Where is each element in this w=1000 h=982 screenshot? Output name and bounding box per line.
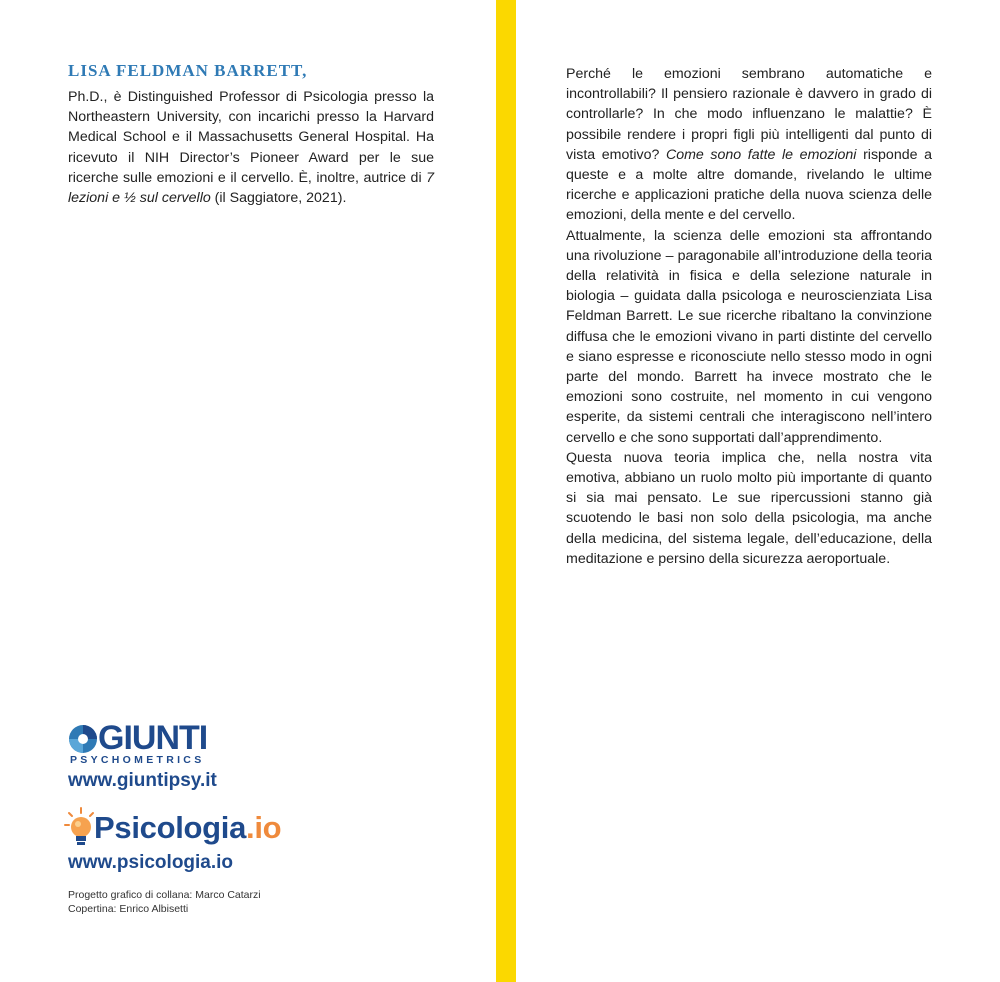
giunti-psychometrics-logo bbox=[68, 720, 228, 768]
bio-text-1: Ph.D., è Distinguished Professor di Psicologia presso la Northeastern University, con incarichi presso la Harvard Medical School e il Massachusetts General Hospital. Ha ricevuto il NIH Director’s Pioneer Award per le sue ricerche sulle emozioni e il cervello. È, inoltre, autrice di bbox=[68, 89, 434, 186]
description-paragraph-3: Questa nuova teoria implica che, nella nostra vita emotiva, abbiano un ruolo molto più importante di quanto si sia mai pensato. Le sue ripercussioni stanno già scuotendo le basi non solo della psicologia, ma anche della medicina, del sistema legale, dell’educazione, della meditazione e persino della sicurezza aeroportuale. bbox=[566, 449, 932, 567]
giunti-wordmark: GIUNTI bbox=[98, 719, 208, 757]
book-description bbox=[566, 64, 932, 569]
desc-p1-text-1: Perché le emozioni sembrano automatiche e incontrollabili? Il pensiero razionale è davvero in grado di controllarle? In che modo influenzano le malattie? È possibile rendere i propri figli più intelligenti dal punto di vista emotivo? bbox=[566, 66, 932, 163]
psicologia-io-ext: .io bbox=[246, 810, 282, 845]
description-paragraph-2: Attualmente, la scienza delle emozioni sta affrontando una rivoluzione – paragonabile all’introduzione della teoria della relatività in fisica e della selezione naturale in biologia – guidata dalla psicologa e neuroscienziata Lisa Feldman Barrett. Le sue ricerche ribaltano la convinzione diffusa che le emozioni vivano in parti distinte del cervello e siano espresse e riconosciute nello stesso modo in ogni parte del mondo. Barrett ha invece mostrato che le emozioni sono costruite, nel momento in cui vengono esperite, da sistemi centrali che interagiscono nell’intero cervello e che sono supportati dall’apprendimento. bbox=[566, 227, 932, 446]
psicologia-url[interactable]: www.psicologia.io bbox=[68, 852, 234, 873]
bio-text-2: (il Saggiatore, 2021). bbox=[210, 190, 347, 207]
bio-book-title: 7 lezioni e ½ sul cervello bbox=[68, 169, 434, 207]
giunti-subtitle: PSYCHOMETRICS bbox=[70, 754, 205, 766]
description-paragraph-1 bbox=[566, 64, 932, 226]
giunti-url[interactable]: www.giuntipsy.it bbox=[68, 770, 217, 791]
author-bio bbox=[68, 87, 434, 208]
credit-cover: Copertina: Enrico Albisetti bbox=[68, 903, 189, 915]
credit-series-design: Progetto grafico di collana: Marco Catarzi bbox=[68, 889, 261, 901]
design-credits bbox=[68, 888, 261, 916]
desc-p1-text-2: risponde a queste e a molte altre domande, rivelando le ultime ricerche e applicazioni pratiche della nuova scienza delle emozioni, della mente e del cervello. bbox=[566, 146, 932, 224]
giunti-globe-icon bbox=[68, 724, 98, 754]
psicologia-wordmark bbox=[94, 810, 281, 846]
psicologia-io-logo bbox=[64, 806, 314, 852]
lightbulb-icon bbox=[64, 806, 98, 852]
psicologia-word: Psicologia bbox=[94, 810, 247, 845]
author-name: LISA FELDMAN BARRETT, bbox=[68, 61, 308, 80]
yellow-spine-band bbox=[496, 0, 516, 982]
desc-book-title: Come sono fatte le emozioni bbox=[665, 146, 857, 163]
